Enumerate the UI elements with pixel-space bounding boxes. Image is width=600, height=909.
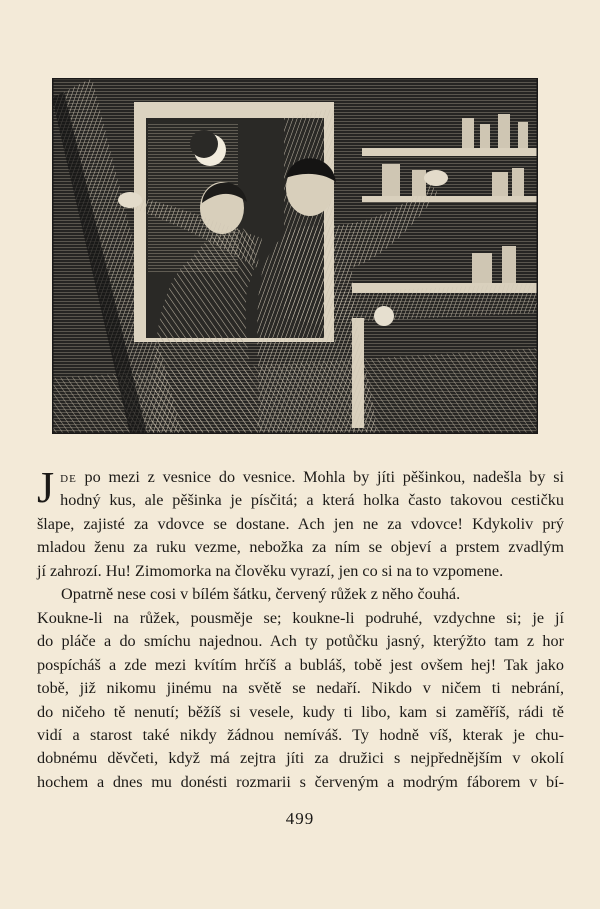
text-line-3: šlape, zajisté za vdovce se dostane. Ach jen ne za vdovce! Kdykoliv prý — [37, 514, 564, 533]
woodcut-illustration — [52, 78, 538, 434]
text-line-7: Koukne-li na růžek, pousměje se; koukne-li podruhé, vzdychne si; je jí — [37, 608, 564, 627]
woodcut-engraving-icon — [52, 78, 538, 434]
text-line-13: dobnému děvčeti, když má zejtra jíti za družici s nejpřednějším v okolí — [37, 749, 564, 768]
text-line-8: do pláče a do smíchu najednou. Ach ty potůčku jasný, kterýžto tam z hor — [37, 632, 564, 651]
text-line-14: hochem a dnes mu donésti rozmarii s červeným a modrým fáborem v bí- — [37, 772, 564, 791]
text-line-6: Opatrně nese cosi v bílém šátku, červený růžek z něho čouhá. — [61, 585, 461, 604]
text-line-9: pospícháš a zde mezi kvítím hrčíš a bubláš, tobě jest ovšem hej! Tak jako — [37, 655, 564, 674]
text-line-2: hodný kus, ale pěšinka je písčitá; a která holka často takovou cestičku — [60, 491, 564, 510]
text-line-4: mladou ženu za ruku vezme, nebožka za ním se objeví a prstem zvadlým — [37, 538, 564, 557]
page-number: 499 — [285, 809, 315, 828]
main-text — [37, 463, 564, 794]
text-line-1: Jde po mezi z vesnice do vesnice. Mohla by jíti pěšinkou, nadešla by si — [37, 463, 564, 512]
text-line-5: jí zahrozí. Hu! Zimomorka na člověku vyrazí, jen co si na to vzpomene. — [37, 561, 504, 580]
text-line-12: vidí a starost také nikdy žádnou nemíváš. Ty hodně víš, kterak je chu- — [37, 725, 564, 744]
drop-cap: J — [37, 463, 55, 512]
small-caps-start: de — [60, 468, 77, 486]
text-line-10: tobě, již nikomu jinému na světě se nedaří. Nikdo v ničem ti nebrání, — [37, 679, 564, 698]
text-line-11: do ničeho tě nenutí; běžíš si vesele, kudy ti libo, kam si zaměříš, rádi tě — [37, 702, 564, 721]
